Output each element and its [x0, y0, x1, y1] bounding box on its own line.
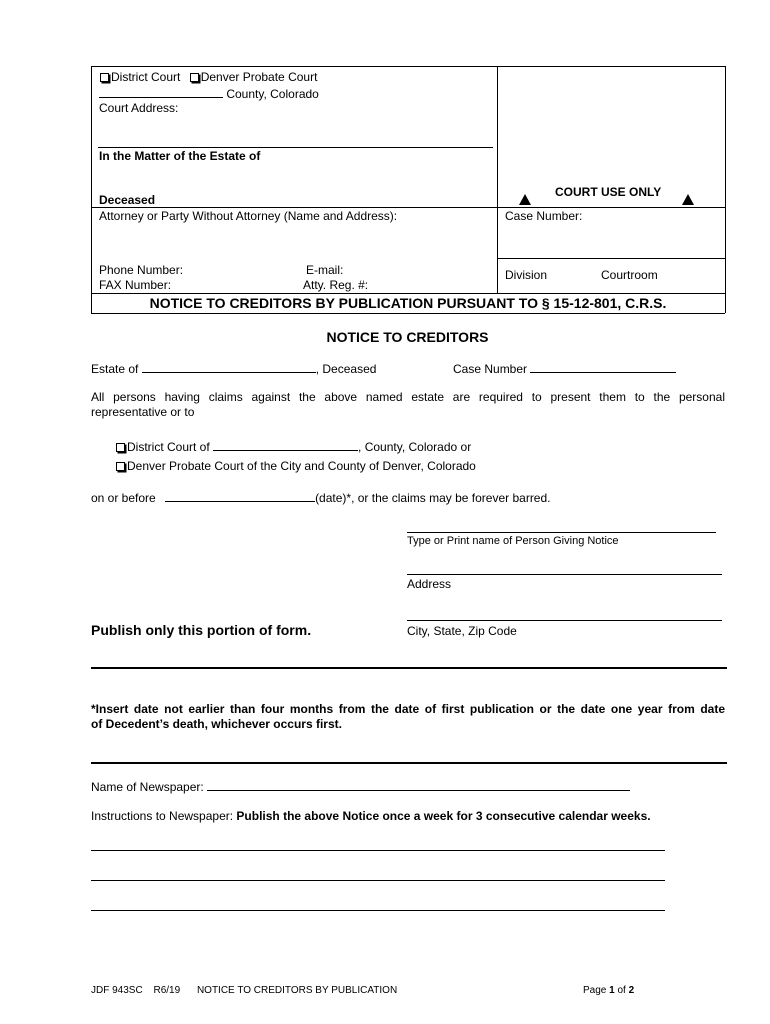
district-county-blank[interactable]	[213, 439, 358, 451]
date-suffix: (date)*, or the claims may be forever barred.	[315, 491, 551, 505]
county-label: County, Colorado	[226, 87, 319, 101]
district-court-checkbox[interactable]	[100, 73, 109, 82]
triangle-right-icon	[682, 192, 694, 210]
attorney-label: Attorney or Party Without Attorney (Name and Address):	[99, 209, 398, 223]
footer-form-name: NOTICE TO CREDITORS BY PUBLICATION	[196, 985, 398, 996]
atty-reg-label: Atty. Reg. #:	[303, 278, 369, 292]
notice-body-line-2: representative or to	[91, 405, 195, 419]
notice-body-line-1: All persons having claims against the above named estate are required to present them to the personal	[91, 390, 725, 404]
instructions-blank-line-2[interactable]	[91, 880, 665, 881]
footnote-line-2: of Decedent’s death, whichever occurs first.	[91, 717, 342, 731]
estate-name-blank[interactable]	[142, 361, 316, 373]
newspaper-name-label: Name of Newspaper:	[91, 780, 204, 794]
notice-heading: NOTICE TO CREDITORS	[326, 329, 489, 345]
signer-city-label: City, State, Zip Code	[407, 624, 517, 638]
district-option-label: District Court of	[127, 440, 210, 454]
caption-left-border	[91, 66, 92, 313]
court-options	[100, 70, 317, 84]
case-number-label: Case Number:	[505, 209, 583, 223]
signer-address-line[interactable]	[407, 574, 722, 575]
deceased-suffix: , Deceased	[315, 362, 377, 376]
phone-label: Phone Number:	[99, 263, 184, 277]
instructions-blank-line-1[interactable]	[91, 850, 665, 851]
signer-name-label: Type or Print name of Person Giving Notice	[407, 535, 619, 547]
district-court-label: District Court	[111, 70, 181, 84]
denver-option-checkbox[interactable]	[116, 462, 125, 471]
page-prefix: Page	[583, 985, 607, 996]
publish-cut-line	[91, 667, 727, 669]
footer-form-code: JDF 943SC	[91, 985, 143, 996]
footnote-line-1: *Insert date not earlier than four months from the date of first publication or the date one year from date	[91, 702, 725, 716]
form-title: NOTICE TO CREDITORS BY PUBLICATION PURSUANT TO § 15-12-801, C.R.S.	[149, 295, 667, 311]
caption-right-border	[725, 66, 726, 313]
footer-page-number	[583, 985, 634, 996]
caption-bottom-border	[91, 313, 725, 314]
caption-top-border	[91, 66, 725, 67]
footer-form-id	[91, 985, 397, 996]
denver-probate-checkbox[interactable]	[190, 73, 199, 82]
estate-of-label: Estate of	[91, 362, 139, 376]
newspaper-name-row	[91, 779, 630, 794]
district-option-row	[116, 439, 471, 454]
instructions-blank-line-3[interactable]	[91, 910, 665, 911]
division-label: Division	[505, 268, 548, 282]
estate-of-row	[91, 361, 376, 376]
newspaper-name-blank[interactable]	[207, 779, 630, 791]
footer-revision: R6/19	[153, 985, 181, 996]
notice-case-number-label: Case Number	[453, 362, 528, 376]
denver-probate-label: Denver Probate Court	[200, 70, 318, 84]
denver-option-label: Denver Probate Court of the City and County of Denver, Colorado	[127, 459, 476, 473]
signer-address-label: Address	[407, 577, 452, 591]
signer-name-line[interactable]	[407, 532, 716, 533]
instructions-row	[91, 809, 651, 823]
email-label: E-mail:	[306, 263, 344, 277]
district-option-suffix: , County, Colorado or	[358, 440, 472, 454]
page-current: 1	[609, 985, 615, 996]
publish-only-note: Publish only this portion of form.	[91, 622, 312, 638]
instructions-label: Instructions to Newspaper:	[91, 809, 234, 823]
courtroom-label: Courtroom	[601, 268, 658, 282]
instructions-text: Publish the above Notice once a week for 3 consecutive calendar weeks.	[236, 809, 651, 823]
signer-city-line[interactable]	[407, 620, 722, 621]
county-row	[99, 86, 319, 101]
fax-label: FAX Number:	[99, 278, 172, 292]
caption-mid-border	[91, 207, 725, 208]
notice-case-number-blank[interactable]	[530, 361, 676, 373]
deceased-label: Deceased	[99, 193, 156, 207]
case-number-divider	[497, 258, 725, 259]
on-or-before-row	[91, 490, 551, 505]
court-address-line	[98, 147, 493, 148]
triangle-left-icon	[519, 192, 531, 210]
district-option-checkbox[interactable]	[116, 443, 125, 452]
page-of: of	[617, 985, 626, 996]
estate-matter-label: In the Matter of the Estate of	[99, 149, 261, 163]
court-address-label: Court Address:	[99, 101, 179, 115]
case-number-row	[453, 361, 676, 376]
page-total: 2	[628, 985, 635, 996]
on-or-before-label: on or before	[91, 491, 156, 505]
court-use-only-label: COURT USE ONLY	[555, 185, 662, 199]
date-blank[interactable]	[165, 490, 315, 502]
county-name-blank[interactable]	[99, 86, 223, 98]
denver-option-row	[116, 459, 476, 473]
caption-title-top-border	[91, 293, 725, 294]
footnote-divider	[91, 762, 727, 764]
